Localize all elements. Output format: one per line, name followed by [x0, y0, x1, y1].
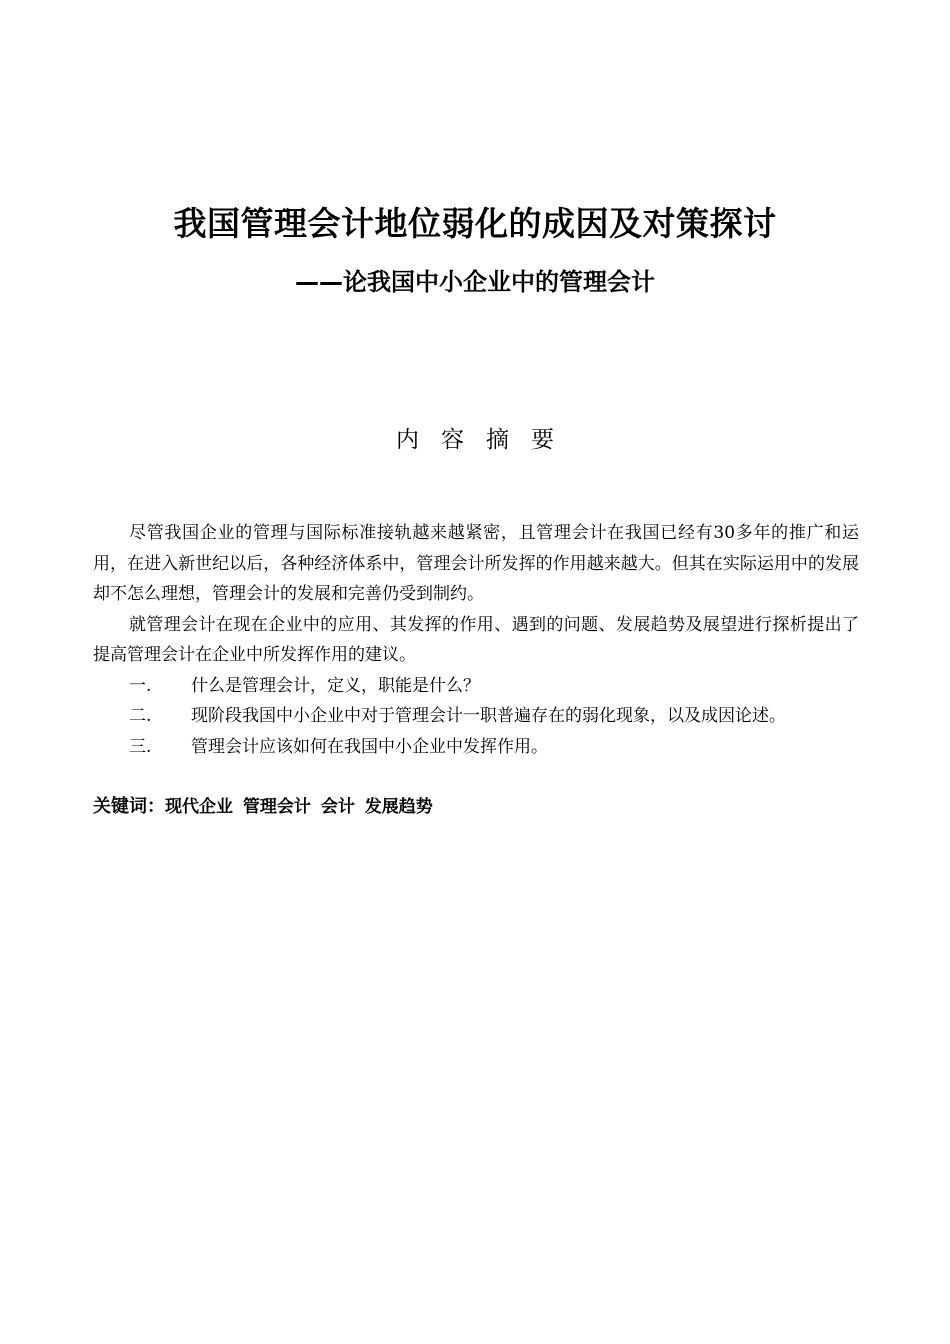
abstract-heading: 内容摘要: [396, 427, 576, 453]
list-item-number: 一.: [129, 675, 152, 696]
abstract-paragraph-2: 就管理会计在现在企业中的应用、其发挥的作用、遇到的问题、发展趋势及展望进行探析提出了提高管理会计在企业中所发挥作用的建议。: [93, 614, 859, 665]
list-item-text: 现阶段我国中小企业中对于管理会计一职普遍存在的弱化现象，以及成因论述。: [191, 706, 786, 726]
list-item-text: 管理会计应该如何在我国中小企业中发挥作用。: [191, 736, 548, 757]
list-item-number: 三.: [129, 736, 152, 757]
list-item-text: 什么是管理会计，定义，职能是什么？: [191, 675, 480, 696]
keyword-item: 现代企业: [165, 797, 233, 817]
keyword-item: 会计: [320, 797, 355, 817]
keyword-item: 发展趋势: [364, 797, 433, 817]
keywords-label: 关键词：: [93, 796, 165, 817]
list-item: [93, 671, 859, 702]
keyword-item: 管理会计: [242, 797, 311, 817]
list-item: [93, 701, 859, 732]
list-item-number: 二.: [129, 706, 152, 726]
keywords-line: [93, 792, 859, 822]
abstract-body: [93, 518, 859, 762]
document-subtitle: ——论我国中小企业中的管理会计: [295, 268, 655, 296]
list-item: [93, 732, 859, 763]
document-title: 我国管理会计地位弱化的成因及对策探讨: [173, 204, 777, 243]
abstract-paragraph-1: 尽管我国企业的管理与国际标准接轨越来越紧密，且管理会计在我国已经有30多年的推广和运用，在进入新世纪以后，各种经济体系中，管理会计所发挥的作用越来越大。但其在实际运用中的发展却不怎么理想，管理会计的发展和完善仍受到制约。: [93, 523, 859, 604]
